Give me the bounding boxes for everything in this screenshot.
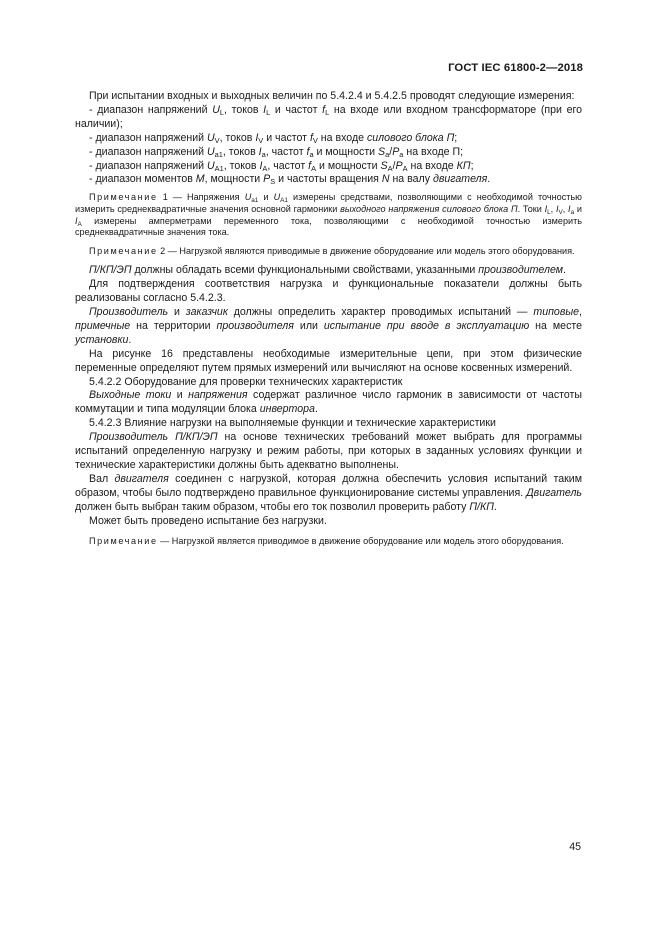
- note-2: Примечание 2 — Нагрузкой являются приводимые в движение оборудование или модель этого оборудования.: [89, 245, 575, 256]
- note-label: Примечание: [89, 245, 158, 256]
- measurement-item: - диапазон напряжений $U_{a1}$, токов $I_a$, частот $f_a$ и мощности $S_a/P_a$ на входе П;: [89, 145, 464, 159]
- paragraph: Может быть проведено испытание без нагрузки.: [89, 514, 327, 527]
- page-number: 45: [569, 841, 581, 853]
- page-header-title: ГОСТ IEC 61800-2—2018: [448, 62, 583, 74]
- measurement-item: - диапазон моментов M, мощности $P_S$ и частоты вращения N на валу двигателя.: [89, 173, 491, 187]
- document-body: [75, 90, 582, 547]
- note-1: Примечание 1 — Напряжения $U_{a1}$ и $U_{A1}$ измерены средствами, позволяющими с необходимой точностью измерить среднеквадратичные значения основной гармоники выходного напряжения силового блока П. Токи $I_L$, $I_V$, $I_a$ и $I_A$ измерены амперметрами переменного тока, позволяющими с необходимой точностью измерить среднеквадратичные значения тока.: [75, 192, 582, 238]
- paragraph: Выходные токи и напряжения содержат различное число гармоник в зависимости от частоты коммутации и типа модуляции блока инвертора.: [75, 389, 582, 416]
- section-heading: 5.4.2.3 Влияние нагрузки на выполняемые функции и технические характеристики: [89, 417, 496, 430]
- section-heading: 5.4.2.2 Оборудование для проверки технических характеристик: [89, 375, 403, 388]
- paragraph: Вал двигателя соединен с нагрузкой, которая должна обеспечить условия испытаний таким образом, чтобы было подтверждено правильное функционирование системы управления. Двигатель должен быть выбран таким образом, чтобы его ток позволил проверить работу П/КП.: [75, 472, 582, 513]
- paragraph: Производитель и заказчик должны определить характер проводимых испытаний — типовые, примечные на территории производителя или испытание при вводе в эксплуатацию на месте установки.: [75, 306, 582, 346]
- note-3: Примечание — Нагрузкой является приводимое в движение оборудование или модель этого оборудования.: [89, 535, 564, 546]
- paragraph: Производитель П/КП/ЭП на основе технических требований может выбрать для программы испытаний определенную нагрузку и режим работы, при которых в заданных условиях функции и технические характеристики должны быть адекватно выполнены.: [75, 431, 582, 471]
- measurement-item: - диапазон напряжений $U_V$, токов $I_V$ и частот $f_V$ на входе силового блока П;: [89, 131, 458, 145]
- note-label: Примечание: [89, 535, 158, 546]
- paragraph: На рисунке 16 представлены необходимые измерительные цепи, при этом физические переменные определяют путем прямых измерений или вычисляют на основе косвенных измерений.: [75, 347, 582, 374]
- intro-paragraph: При испытании входных и выходных величин по 5.4.2.4 и 5.4.2.5 проводят следующие измерения:: [89, 90, 575, 102]
- measurement-item: - диапазон напряжений $U_L$, токов $I_L$ и частот $f_L$ на входе или входном трансформаторе (при его наличии);: [75, 103, 582, 130]
- measurement-item: - диапазон напряжений $U_{A1}$, токов $I_A$, частот $f_A$ и мощности $S_A/P_A$ на входе КП;: [89, 159, 474, 173]
- note-label: Примечание: [89, 192, 158, 203]
- paragraph: П/КП/ЭП должны обладать всеми функциональными свойствами, указанными производителем.: [89, 264, 566, 277]
- paragraph: Для подтверждения соответствия нагрузка и функциональные показатели должны быть реализованы согласно 5.4.2.3.: [75, 278, 582, 305]
